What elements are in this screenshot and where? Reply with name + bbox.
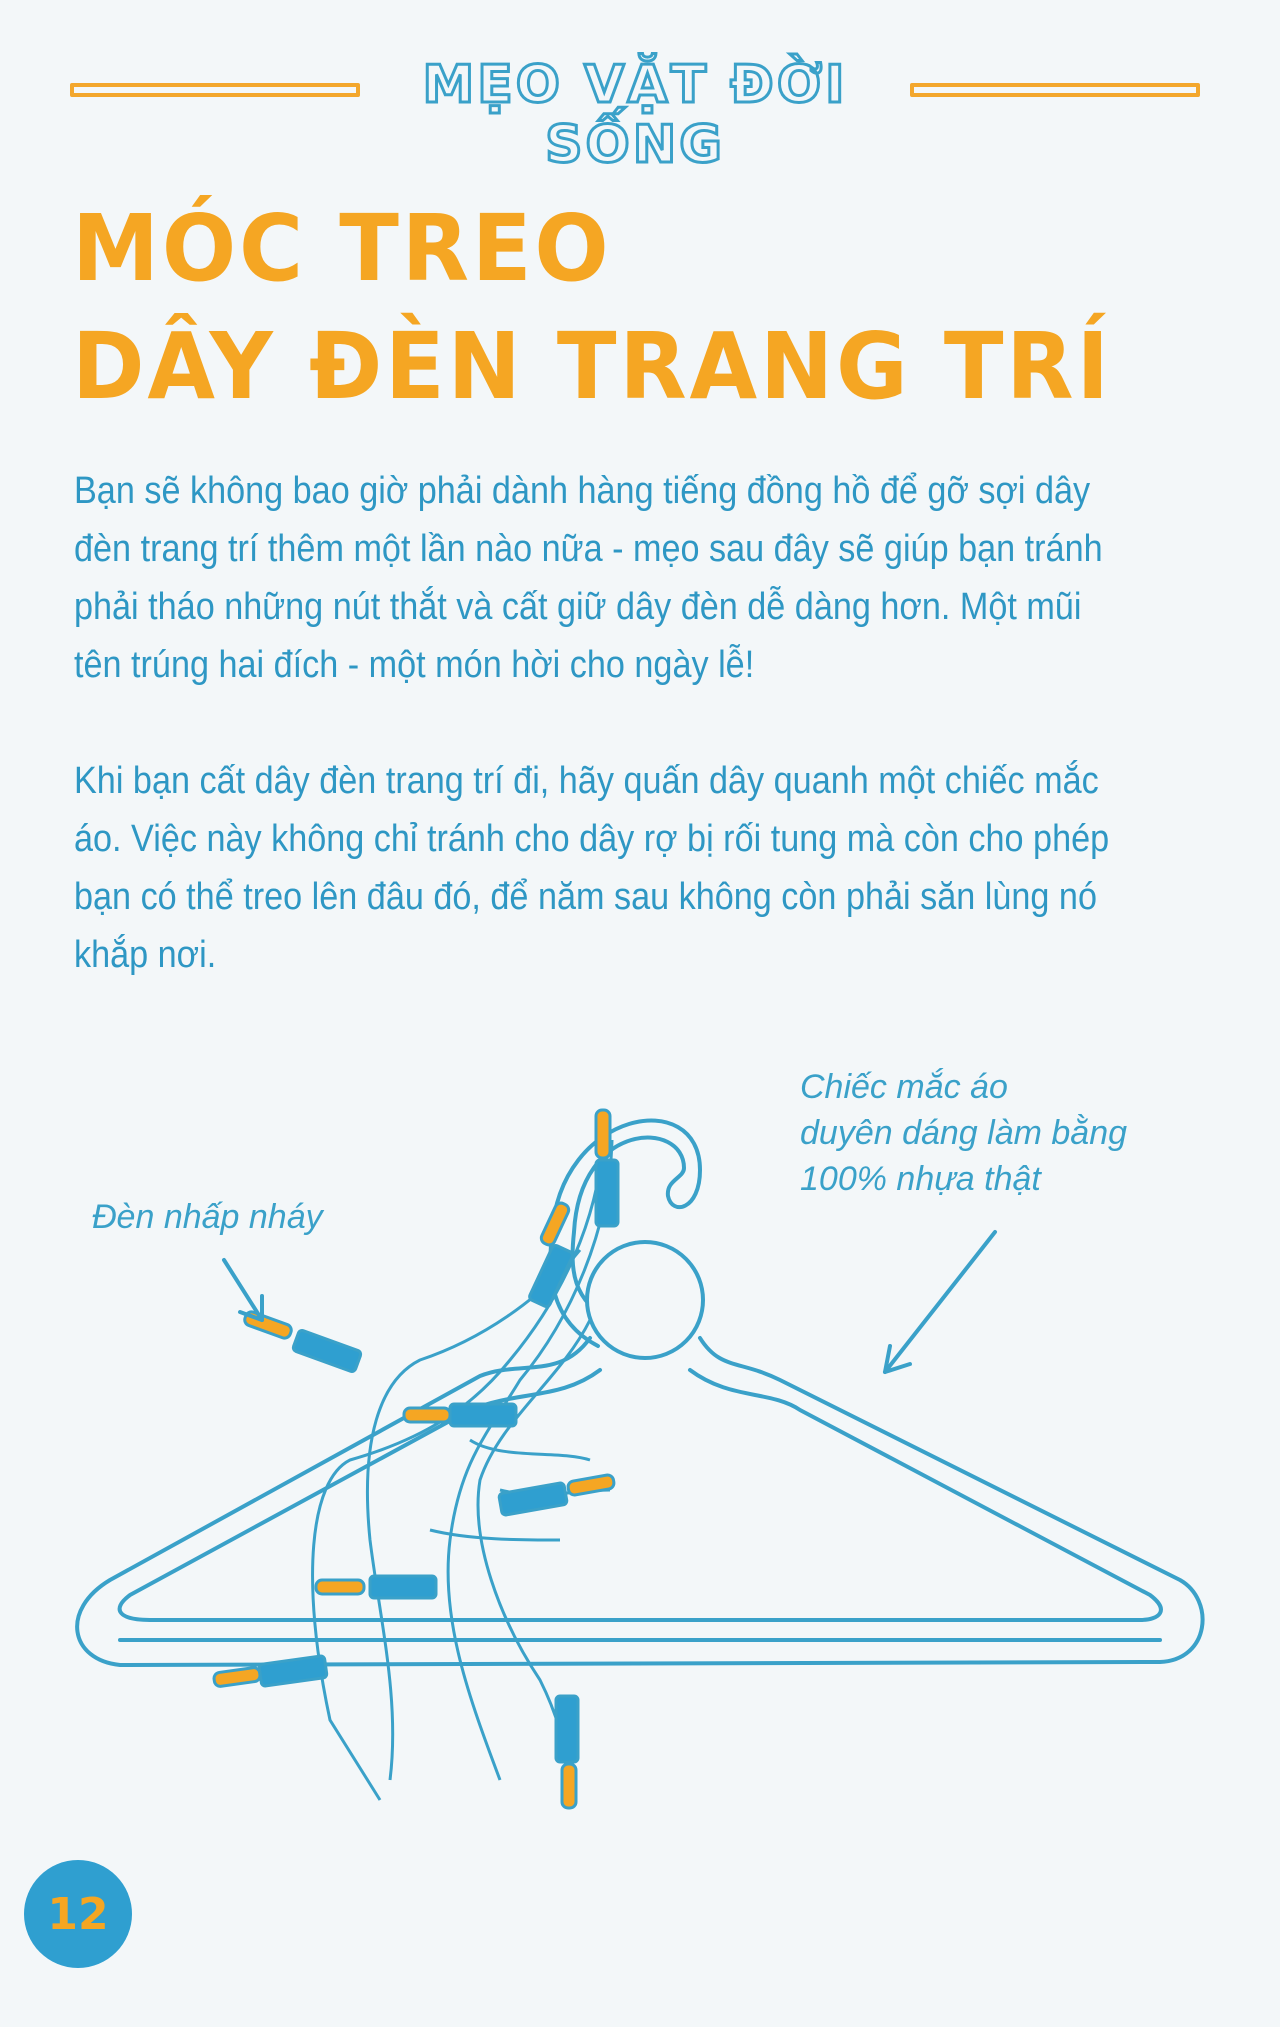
page-number-badge <box>24 1860 132 1968</box>
paragraph-line: tên trúng hai đích - một món hời cho ngày lễ! <box>74 644 755 686</box>
page-number: 12 <box>47 1888 109 1940</box>
instruction-paragraph <box>74 752 1208 984</box>
paragraph-line: đèn trang trí thêm một lần nào nữa - mẹo sau đây sẽ giúp bạn tránh <box>74 528 1103 570</box>
paragraph-line: Bạn sẽ không bao giờ phải dành hàng tiếng đồng hồ để gỡ sợi dây <box>74 470 1091 512</box>
paragraph-line: phải tháo những nút thắt và cất giữ dây đèn dễ dàng hơn. Một mũi <box>74 586 1082 628</box>
paragraph-line: bạn có thể treo lên đâu đó, để năm sau không còn phải săn lùng nó <box>74 876 1097 918</box>
hanger-label <box>800 1064 1127 1202</box>
title-line-1: MÓC TREO <box>72 195 612 302</box>
section-header <box>70 55 1200 175</box>
paragraph-line: áo. Việc này không chỉ tránh cho dây rợ bị rối tung mà còn cho phép <box>74 818 1110 860</box>
section-title: MẸO VẶT ĐỜI SỐNG <box>422 55 848 175</box>
page-title <box>72 190 1112 426</box>
paragraph-line: khắp nơi. <box>74 934 217 976</box>
lights-label: Đèn nhấp nháy <box>92 1198 323 1236</box>
header-rule-right <box>910 83 1200 97</box>
title-line-2: DÂY ĐÈN TRANG TRÍ <box>72 313 1112 420</box>
hanger-label-line: duyên dáng làm bằng <box>800 1114 1128 1152</box>
paragraph-line: Khi bạn cất dây đèn trang trí đi, hãy quấn dây quanh một chiếc mắc <box>74 760 1099 802</box>
hanger-label-line: 100% nhựa thật <box>800 1160 1041 1198</box>
header-rule-left <box>70 83 360 97</box>
hanger-label-line: Chiếc mắc áo <box>800 1068 1008 1106</box>
intro-paragraph <box>74 462 1208 694</box>
